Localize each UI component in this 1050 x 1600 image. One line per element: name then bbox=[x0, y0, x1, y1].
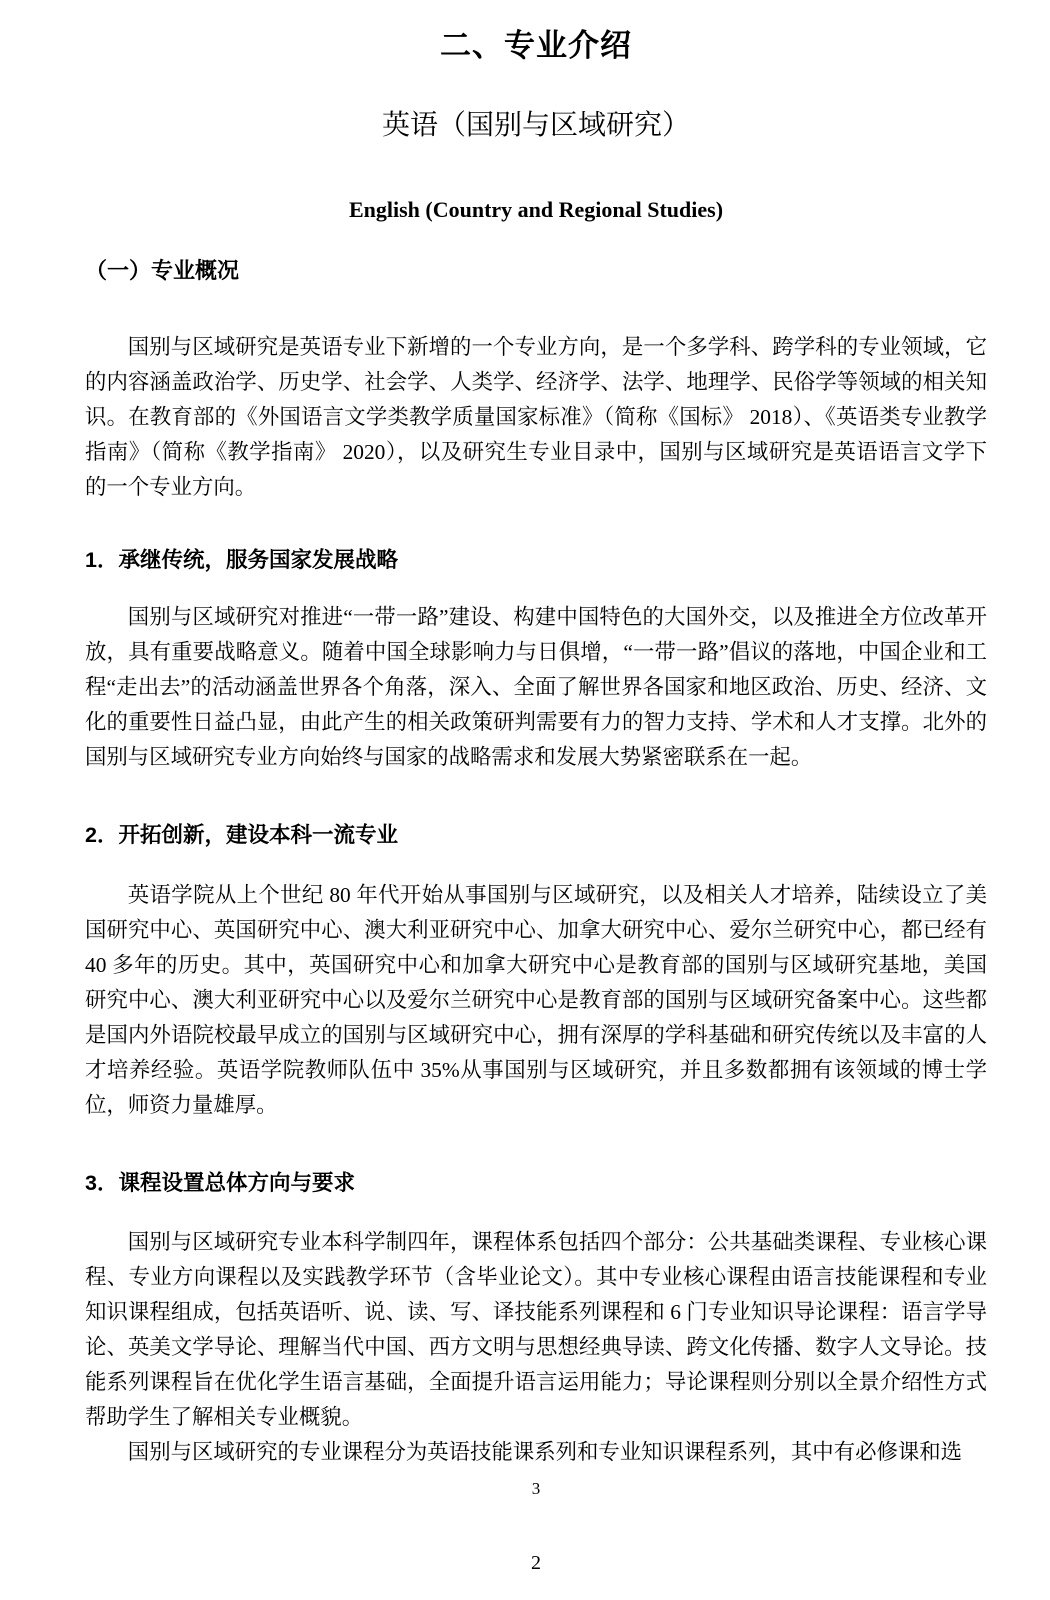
subsection-3-heading: 3．课程设置总体方向与要求 bbox=[85, 1171, 355, 1195]
subsection-1-heading: 1．承继传统，服务国家发展战略 bbox=[85, 548, 398, 572]
page-title: 二、专业介绍 bbox=[440, 28, 632, 63]
major-title-english: English (Country and Regional Studies) bbox=[348, 197, 724, 222]
inner-page-number: 3 bbox=[531, 1479, 541, 1498]
intro-paragraph: 国别与区域研究是英语专业下新增的一个专业方向，是一个多学科、跨学科的专业领域，它的内容涵盖政治学、历史学、社会学、人类学、经济学、法学、地理学、民俗学等领域的相关知识。在教育部的《外国语言文学类教学质量国家标准》（简称《国标》 2018）、《英语类专业教学指南》（简称《教学指南》 2020），以及研究生专业目录中，国别与区域研究是英语语言文学下的一个专业方向。 bbox=[85, 335, 987, 499]
section-heading-overview: （一）专业概况 bbox=[85, 258, 240, 283]
subsection-2-paragraph: 英语学院从上个世纪 80 年代开始从事国别与区域研究，以及相关人才培养，陆续设立了美国研究中心、英国研究中心、澳大利亚研究中心、加拿大研究中心、爱尔兰研究中心，都已经有 40 多年的历史。其中，英国研究中心和加拿大研究中心是教育部的国别与区域研究基地，美国研究中心、澳大利亚研究中心以及爱尔兰研究中心是教育部的国别与区域研究备案中心。这些都是国内外语院校最早成立的国别与区域研究中心，拥有深厚的学科基础和研究传统以及丰富的人才培养经验。英语学院教师队伍中 35%从事国别与区域研究，并且多数都拥有该领域的博士学位，师资力量雄厚。 bbox=[85, 883, 987, 1117]
subsection-3-paragraph-2: 国别与区域研究的专业课程分为英语技能课系列和专业知识课程系列，其中有必修课和选 bbox=[127, 1440, 963, 1464]
page-number: 2 bbox=[531, 1552, 541, 1574]
subsection-2-heading: 2．开拓创新，建设本科一流专业 bbox=[85, 823, 398, 847]
subsection-3-paragraph-1: 国别与区域研究专业本科学制四年，课程体系包括四个部分：公共基础类课程、专业核心课程、专业方向课程以及实践教学环节（含毕业论文）。其中专业核心课程由语言技能课程和专业知识课程组成，包括英语听、说、读、写、译技能系列课程和 6 门专业知识导论课程：语言学导论、英美文学导论、理解当代中国、西方文明与思想经典导读、跨文化传播、数字人文导论。技能系列课程旨在优化学生语言基础，全面提升语言运用能力；导论课程则分别以全景介绍性方式帮助学生了解相关专业概貌。 bbox=[85, 1230, 987, 1429]
subsection-1-paragraph: 国别与区域研究对推进“一带一路”建设、构建中国特色的大国外交，以及推进全方位改革开放，具有重要战略意义。随着中国全球影响力与日俱增，“一带一路”倡议的落地，中国企业和工程“走出去”的活动涵盖世界各个角落，深入、全面了解世界各国家和地区政治、历史、经济、文化的重要性日益凸显，由此产生的相关政策研判需要有力的智力支持、学术和人才支撑。北外的国别与区域研究专业方向始终与国家的战略需求和发展大势紧密联系在一起。 bbox=[85, 605, 987, 769]
major-title-chinese: 英语（国别与区域研究） bbox=[381, 110, 690, 141]
